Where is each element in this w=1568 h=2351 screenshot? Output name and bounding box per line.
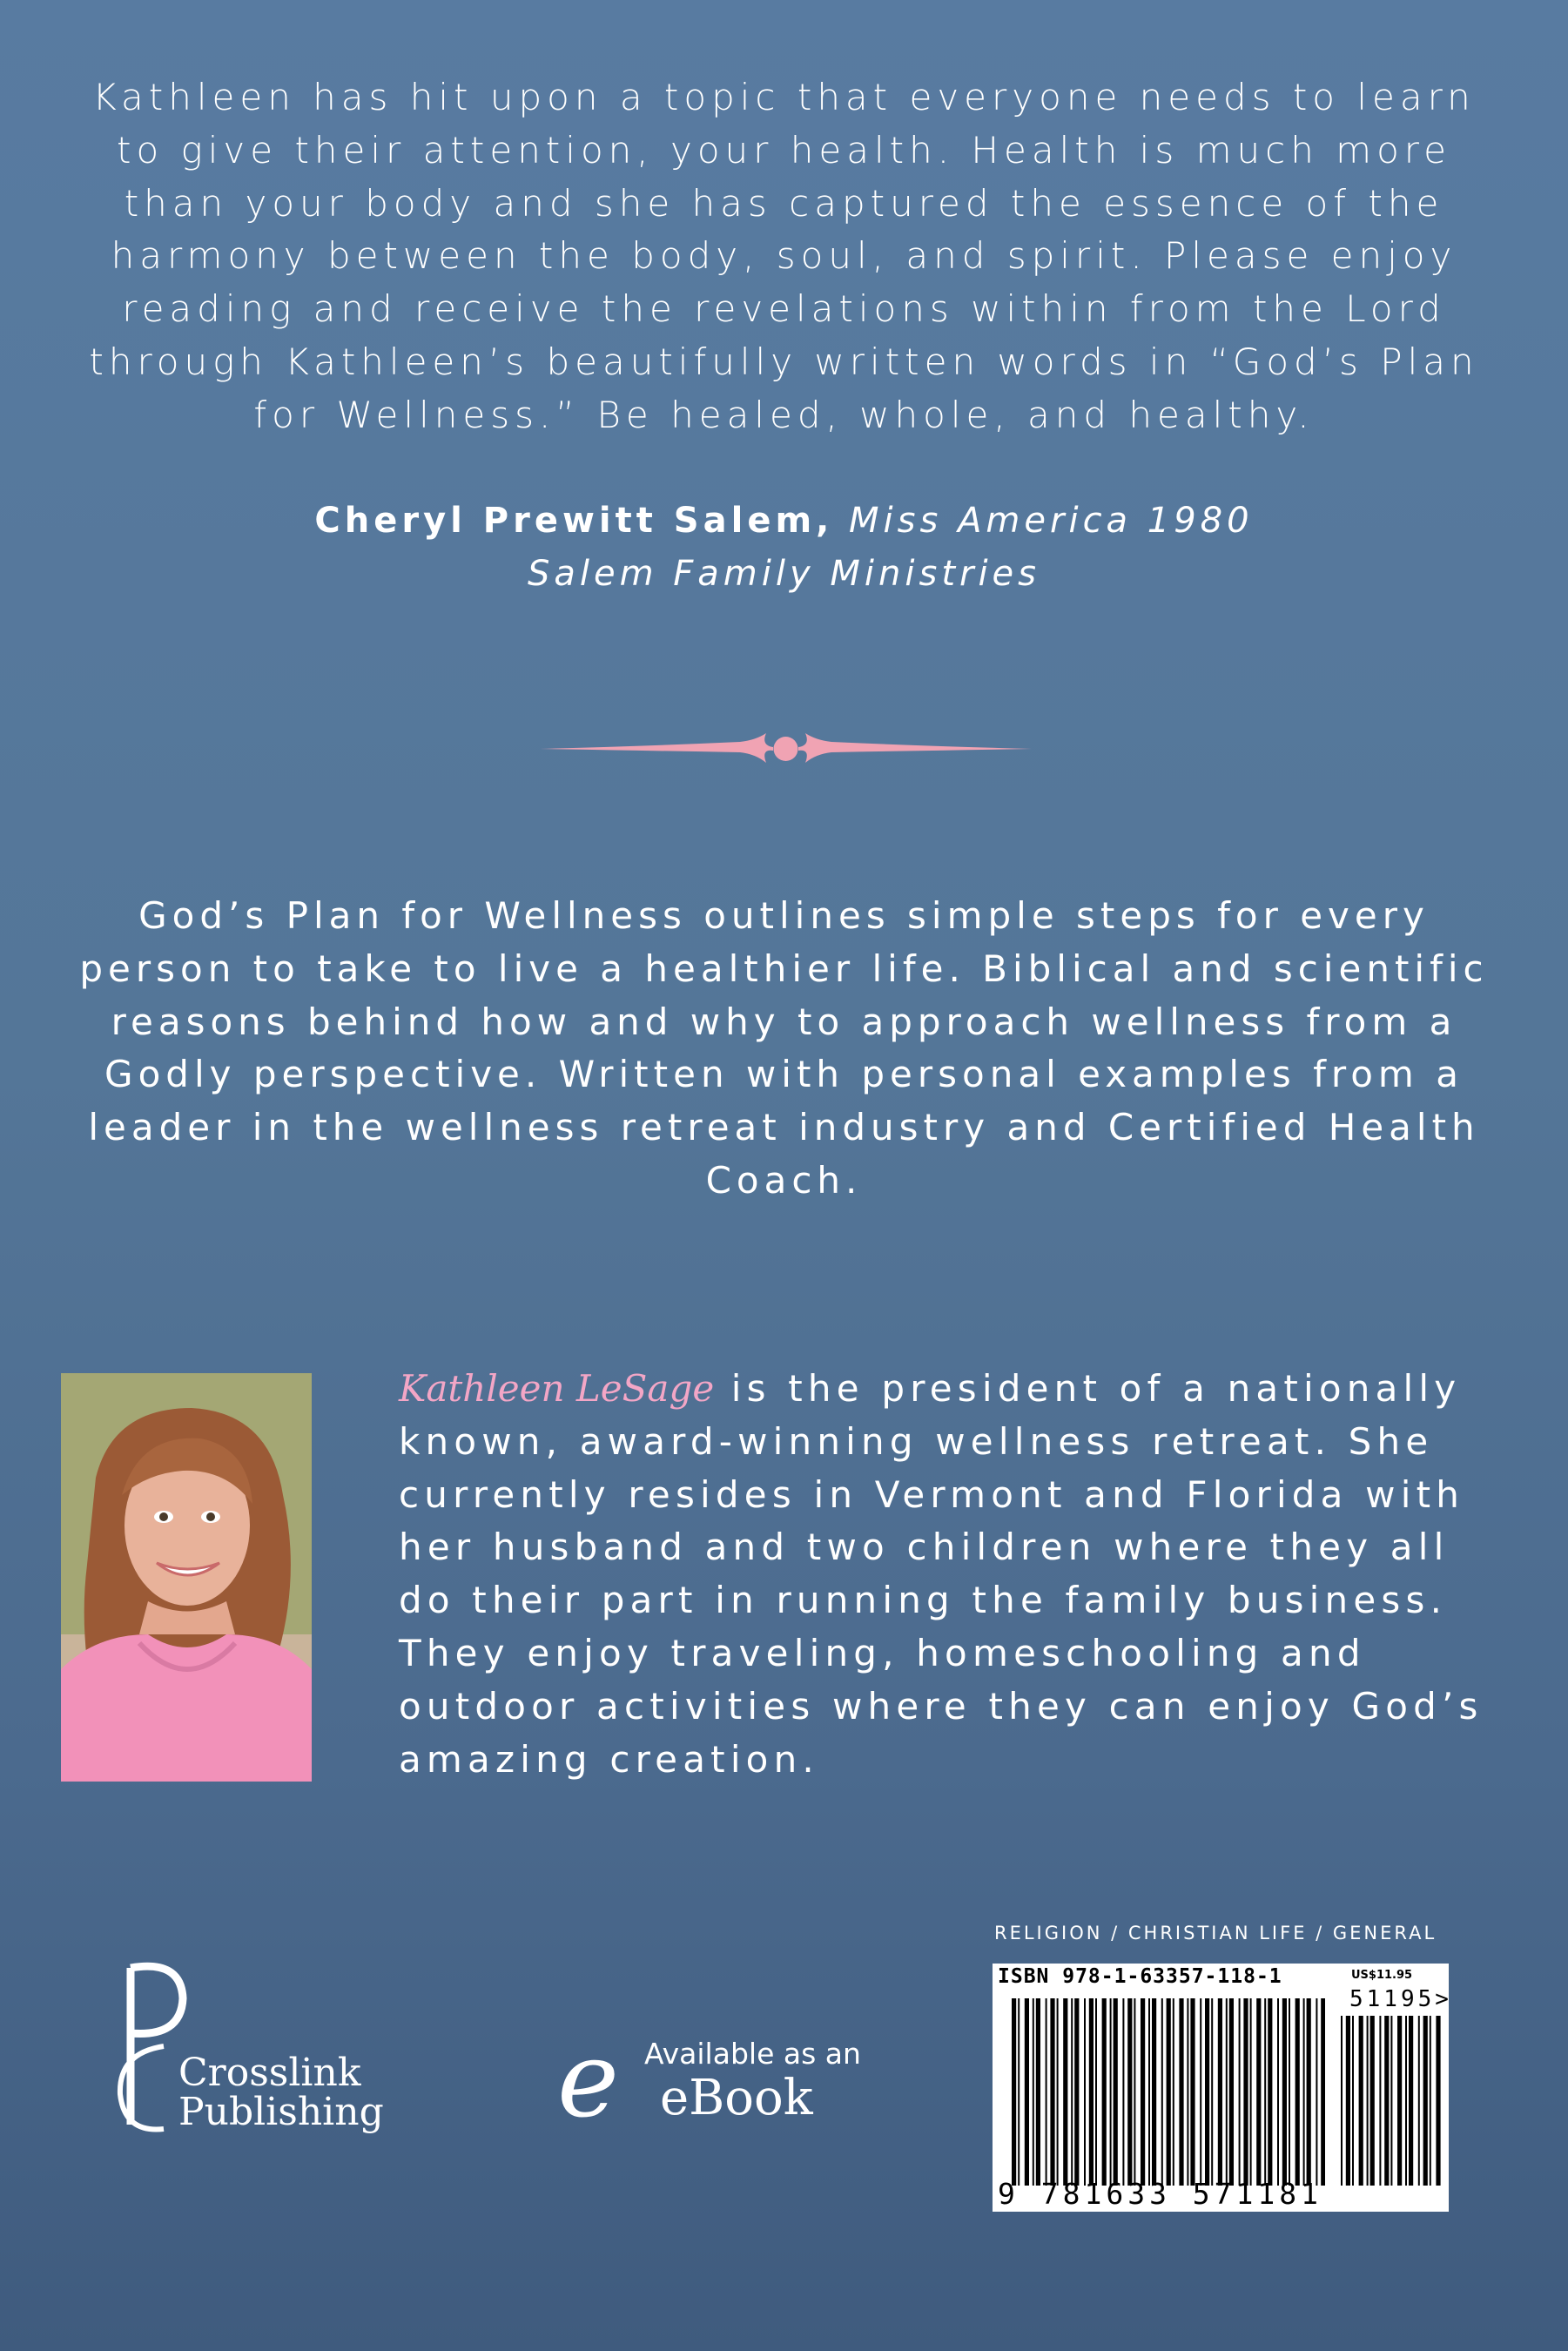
barcode-bar [1187, 1998, 1188, 2186]
publisher-name-line2: Publishing [178, 2090, 384, 2134]
barcode-bar [1277, 1998, 1279, 2186]
barcode-bar [1063, 1998, 1067, 2186]
barcode-bar [1384, 2016, 1389, 2186]
barcode-bar [1397, 2016, 1402, 2186]
barcode-bar [1390, 2016, 1392, 2186]
barcode-bar [1018, 1998, 1020, 2186]
barcode-bar [1359, 2016, 1363, 2186]
barcode-addon-bars [1341, 2016, 1441, 2186]
barcode-bars [1012, 1998, 1325, 2186]
barcode-bar [1211, 1998, 1213, 2186]
barcode-bar [1243, 1998, 1248, 2186]
barcode-bar [1057, 1998, 1059, 2186]
barcode-bar [1102, 1998, 1107, 2186]
author-name: Kathleen LeSage [399, 1367, 715, 1410]
barcode-bar [1050, 1998, 1054, 2186]
price-label: US$11.95 [1351, 1969, 1413, 1982]
barcode-bar [1307, 1998, 1311, 2186]
barcode-bar [1036, 1998, 1040, 2186]
barcode-bar [1423, 2016, 1428, 2186]
barcode-bar [1089, 1998, 1094, 2186]
barcode-bar [1114, 1998, 1118, 2186]
barcode-bar [1436, 2016, 1440, 2186]
barcode-bar [1352, 2016, 1354, 2186]
barcode-bar [1303, 1998, 1305, 2186]
barcode-bar [1205, 1998, 1209, 2186]
publisher-name-line1: Crosslink [178, 2051, 361, 2095]
barcode-bar [1167, 1998, 1171, 2186]
barcode-bar [1295, 1998, 1300, 2186]
ebook-available-label: Available as an [644, 2037, 861, 2071]
barcode-bar [1370, 2016, 1375, 2186]
barcode-bar [1071, 1998, 1073, 2186]
barcode-bar [1190, 1998, 1195, 2186]
barcode-bar [1218, 1998, 1222, 2186]
barcode-bar [1046, 1998, 1047, 2186]
endorser-name: Cheryl Prewitt Salem, [314, 501, 834, 541]
barcode-bar [1033, 1998, 1034, 2186]
endorsement-quote: Kathleen has hit upon a topic that everyone needs to learn to give their attention, your health. Health is much more than your body and she has captured the essence of the harmony between the body, soul, and spirit. Please enjoy reading and receive the revelations within from the Lord through Kathleen’s beautifully written words in “God’s Plan for Wellness.” Be healed, whole, and healthy. [89, 76, 1479, 436]
barcode-bar [1161, 1998, 1163, 2186]
barcode-bar [1289, 1998, 1290, 2186]
barcode-bar [1367, 2016, 1369, 2186]
book-category: RELIGION / CHRISTIAN LIFE / GENERAL [994, 1923, 1437, 1943]
barcode-bar [1127, 1998, 1132, 2186]
barcode-bar [1239, 1998, 1241, 2186]
barcode-bar [1084, 1998, 1086, 2186]
barcode-bar [1405, 2016, 1407, 2186]
barcode-bar [1346, 2016, 1350, 2186]
barcode-bar [1268, 1998, 1272, 2186]
author-bio [399, 1363, 1522, 1786]
ornament-divider-icon [540, 723, 1032, 771]
barcode-bar [1226, 1998, 1228, 2186]
barcode-bar [1321, 1998, 1325, 2186]
ebook-e-icon: e [557, 2029, 620, 2133]
barcode-bar [1074, 1998, 1079, 2186]
author-photo [61, 1373, 312, 1782]
barcode-bar [1173, 1998, 1174, 2186]
author-bio-text: is the president of a nationally known, award-winning wellness retreat. She currently resides in Vermont and Florida with her husband and two children where they all do their part in running the family business. They enjoy traveling, homeschooling and outdoor activities where they can enjoy God’s amazing creation. [399, 1367, 1484, 1781]
barcode-bar [1250, 1998, 1252, 2186]
barcode-bar [1179, 1998, 1183, 2186]
barcode-bar [1316, 1998, 1317, 2186]
barcode-bar [1341, 2016, 1343, 2186]
barcode-bar [1379, 2016, 1381, 2186]
barcode-bar [1152, 1998, 1156, 2186]
barcode-addon-digits: 51195> [1349, 1986, 1452, 2012]
barcode-bar [1200, 1998, 1201, 2186]
barcode-bar [1282, 1998, 1287, 2186]
endorser-title: Miss America 1980 [849, 501, 1254, 541]
barcode-bar [1122, 1998, 1124, 2186]
barcode-bar [1148, 1998, 1150, 2186]
barcode-bar [1430, 2016, 1431, 2186]
barcode-ean-digits: 9 781633 571181 [998, 2177, 1323, 2211]
ebook-badge [557, 2029, 888, 2133]
barcode-bar [1418, 2016, 1420, 2186]
barcode [993, 1964, 1452, 2212]
crosslink-logo-icon [111, 1950, 407, 2159]
barcode-bar [1012, 1998, 1016, 2186]
barcode-bar [1095, 1998, 1097, 2186]
barcode-bar [1264, 1998, 1266, 2186]
barcode-bar [1229, 1998, 1234, 2186]
ebook-label: eBook [660, 2070, 813, 2126]
isbn-label: ISBN 978-1-63357-118-1 [998, 1965, 1282, 1988]
endorsement-attribution [70, 495, 1498, 601]
publisher-logo [111, 1950, 407, 2159]
barcode-bar [1110, 1998, 1112, 2186]
book-description: God’s Plan for Wellness outlines simple steps for every person to take to live a healthier life. Biblical and scientific reasons behind how and why to approach wellness from a Godly perspective. Written with personal examples from a leader in the wellness retreat industry and Certified Health Coach. [79, 894, 1489, 1202]
barcode-bar [1256, 1998, 1261, 2186]
barcode-bar [1134, 1998, 1135, 2186]
barcode-bar [1025, 1998, 1029, 2186]
barcode-bar [1141, 1998, 1145, 2186]
endorser-organization: Salem Family Ministries [527, 554, 1041, 594]
barcode-bar [1409, 2016, 1413, 2186]
